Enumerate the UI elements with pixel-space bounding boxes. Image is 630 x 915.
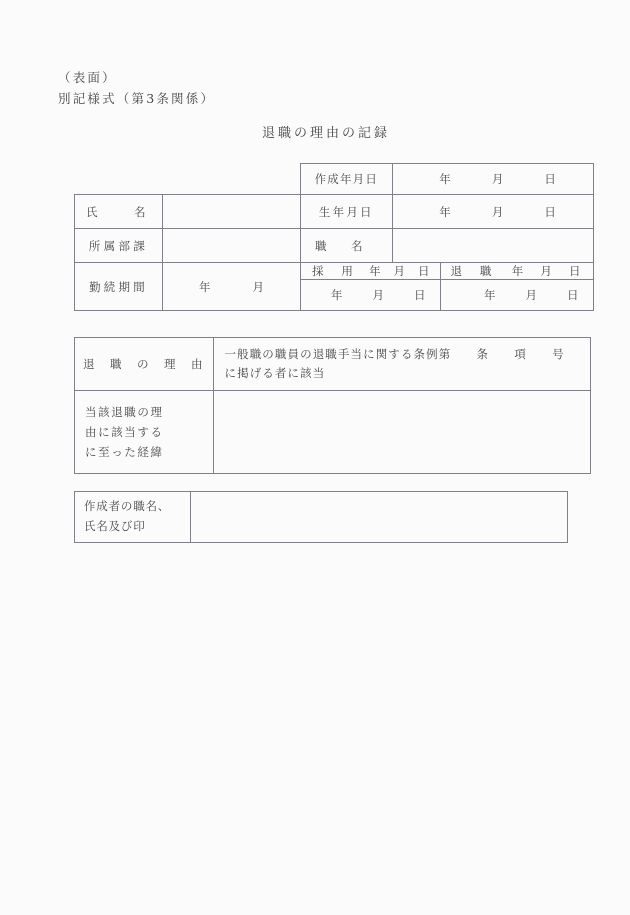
retirement-reason-table [74, 337, 591, 474]
retire-day: 日 [568, 264, 581, 278]
author-label-line1: 作成者の職名、 [84, 499, 171, 513]
name-label: 氏 名 [86, 204, 146, 219]
service-period-label: 勤続期間 [89, 279, 148, 294]
birth-date-month: 月 [491, 204, 504, 219]
name-label-cell [75, 195, 163, 229]
author-label-cell [75, 492, 191, 543]
retire-date-input-cell[interactable] [440, 280, 593, 311]
page-side-label: （表面） [58, 70, 117, 85]
reason-label-cell [75, 338, 214, 391]
creation-date-day: 日 [544, 172, 556, 186]
service-period-label-cell [75, 263, 163, 311]
retire-input-month: 月 [525, 288, 537, 302]
personal-info-table [74, 163, 594, 311]
table-row [75, 164, 594, 195]
creation-date-month: 月 [491, 172, 504, 186]
birth-date-value-cell[interactable] [392, 195, 593, 229]
hire-input-month: 月 [372, 288, 384, 302]
author-value-cell[interactable] [191, 492, 568, 543]
table-row [75, 391, 591, 474]
circumstances-label-line1: 当該退職の理 [85, 404, 164, 419]
retire-month: 月 [540, 264, 552, 278]
creation-date-label-cell [301, 164, 393, 195]
service-period-month: 月 [252, 279, 264, 294]
birth-date-label-cell [301, 195, 393, 229]
author-table [74, 491, 568, 543]
department-label: 所属部課 [88, 238, 149, 253]
retire-year: 年 [511, 264, 524, 278]
table-row [75, 492, 568, 543]
creation-date-label: 作成年月日 [314, 172, 379, 186]
position-label-cell [301, 229, 393, 263]
retire-input-year: 年 [484, 288, 496, 302]
department-label-cell [75, 229, 163, 263]
table-row [75, 195, 594, 229]
service-period-value-cell[interactable] [163, 263, 301, 311]
position-label: 職 名 [315, 238, 363, 253]
author-label-line2: 氏名及び印 [84, 518, 146, 533]
reason-text-line2: に掲げる者に該当 [224, 365, 326, 380]
hire-day: 日 [417, 264, 430, 278]
empty-spacer-cell [75, 164, 301, 195]
name-value-cell[interactable] [163, 195, 301, 229]
reason-label: 退 職 の 理 由 [83, 357, 205, 372]
circumstances-label-line3: に至った経緯 [85, 445, 164, 460]
creation-date-value-cell[interactable] [392, 164, 593, 195]
circumstances-label-cell [75, 391, 214, 474]
service-period-year: 年 [199, 279, 211, 294]
birth-date-day: 日 [544, 204, 556, 219]
creation-date-year: 年 [439, 172, 451, 186]
hire-date-input-cell[interactable] [301, 280, 441, 311]
reason-text-cell[interactable] [213, 338, 590, 391]
hire-year: 年 [369, 264, 381, 278]
retire-label: 退 職 [450, 264, 495, 278]
birth-date-year: 年 [439, 204, 451, 219]
department-value-cell[interactable] [163, 229, 301, 263]
table-row [75, 263, 594, 280]
circumstances-value [214, 425, 590, 440]
circumstances-value-cell[interactable] [213, 391, 590, 474]
position-value-cell[interactable] [392, 229, 593, 263]
birth-date-label: 生年月日 [318, 204, 374, 219]
author-value [191, 509, 567, 524]
table-row [75, 338, 591, 391]
retire-date-header-cell [440, 263, 593, 280]
page-title: 退職の理由の記録 [261, 126, 390, 141]
retire-input-day: 日 [567, 288, 579, 302]
table-row [75, 229, 594, 263]
circumstances-label-line2: 由に該当する [85, 425, 164, 440]
hire-month: 月 [393, 264, 406, 278]
reason-text-line1: 一般職の職員の退職手当に関する条例第 条 項 号 [224, 347, 565, 361]
form-reference-label: 別記様式（第3条関係） [58, 91, 216, 106]
hire-label: 採 用 [312, 264, 357, 278]
hire-input-day: 日 [414, 288, 426, 302]
hire-input-year: 年 [331, 288, 343, 302]
hire-date-header-cell [301, 263, 441, 280]
